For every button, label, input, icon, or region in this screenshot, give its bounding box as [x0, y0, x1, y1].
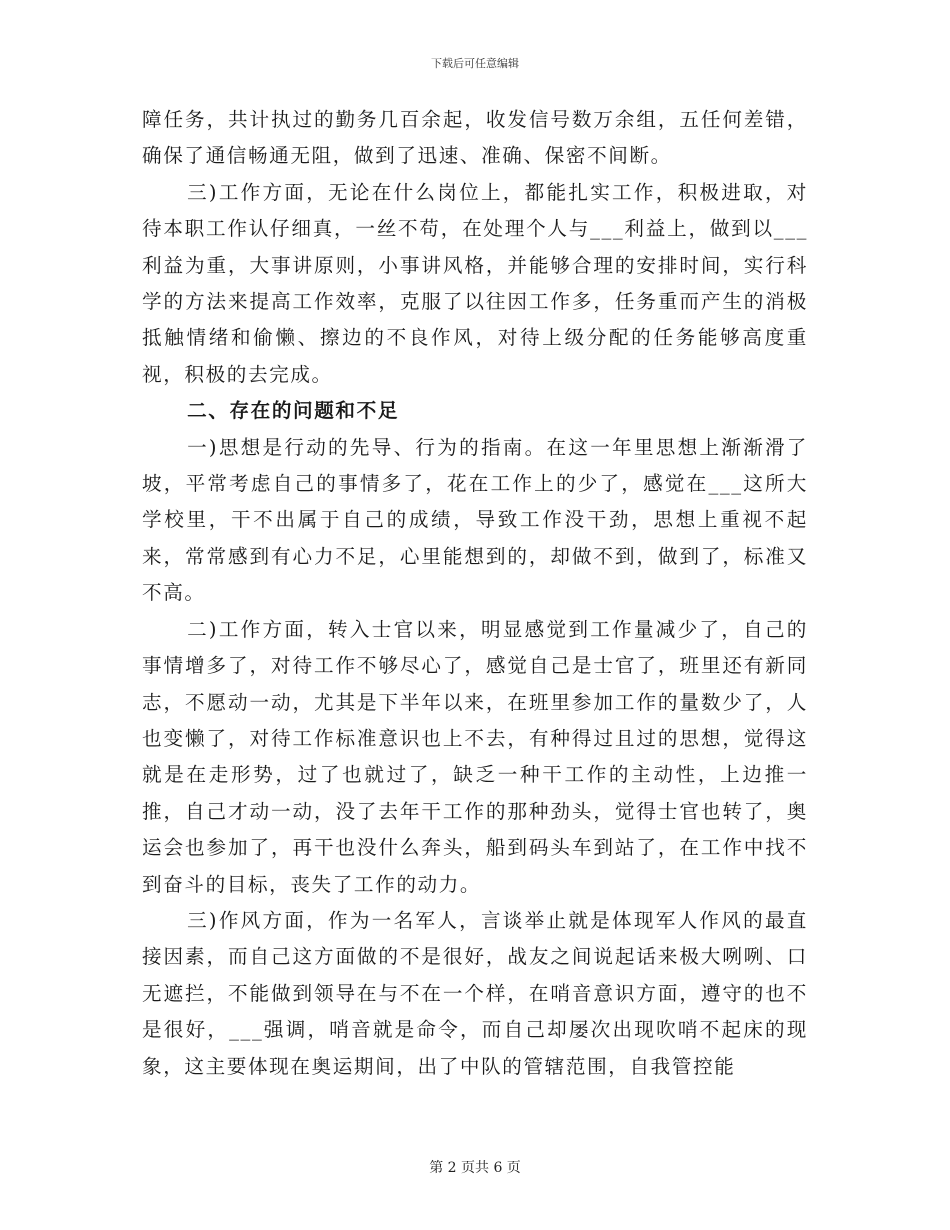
page-header: 下载后可任意编辑 [431, 57, 519, 70]
paragraph-continued: 障任务，共计执过的勤务几百余起，收发信号数万余组，五任何差错，确保了通信畅通无阻，做到了迅速、准确、保密不间断。 [142, 108, 808, 168]
paragraph-style: 三)作风方面，作为一名军人，言谈举止就是体现军人作风的最直接因素，而自己这方面做的不是很好，战友之间说起话来极大咧咧、口无遮拦，不能做到领导在与不在一个样，在哨音意识方面，遵守的也不是很好，___强调，哨音就是命令，而自己却屡次出现吹哨不起床的现象，这主要体现在奥运期间，出了中队的管辖范围，自我管控能 [142, 908, 808, 1078]
paragraph-work-aspect: 三)工作方面，无论在什么岗位上，都能扎实工作，积极进取，对待本职工作认仔细真，一丝不苟，在处理个人与___利益上，做到以___利益为重，大事讲原则，小事讲风格，并能够合理的安排时间，实行科学的方法来提高工作效率，克服了以往因工作多，任务重而产生的消极抵触情绪和偷懒、擦边的不良作风，对待上级分配的任务能够高度重视，积极的去完成。 [142, 180, 808, 386]
document-body [142, 102, 808, 1085]
page-number: 第 2 页共 6 页 [429, 1160, 521, 1176]
paragraph-work-issues: 二)工作方面，转入士官以来，明显感觉到工作量减少了，自己的事情增多了，对待工作不够尽心了，感觉自己是士官了，班里还有新同志，不愿动一动，尤其是下半年以来，在班里参加工作的量数少了，人也变懒了，对待工作标准意识也上不去，有种得过且过的思想，觉得这就是在走形势，过了也就过了，缺乏一种干工作的主动性，上边推一推，自己才动一动，没了去年干工作的那种劲头，觉得士官也转了，奥运会也参加了，再干也没什么奔头，船到码头车到站了，在工作中找不到奋斗的目标，丧失了工作的动力。 [142, 617, 808, 896]
section-heading: 二、存在的问题和不足 [187, 399, 400, 423]
paragraph-thought: 一)思想是行动的先导、行为的指南。在这一年里思想上渐渐滑了坡，平常考虑自己的事情多了，花在工作上的少了，感觉在___这所大学校里，干不出属于自己的成绩，导致工作没干劲，思想上重视不起来，常常感到有心力不足，心里能想到的，却做不到，做到了，标准又不高。 [142, 435, 808, 605]
